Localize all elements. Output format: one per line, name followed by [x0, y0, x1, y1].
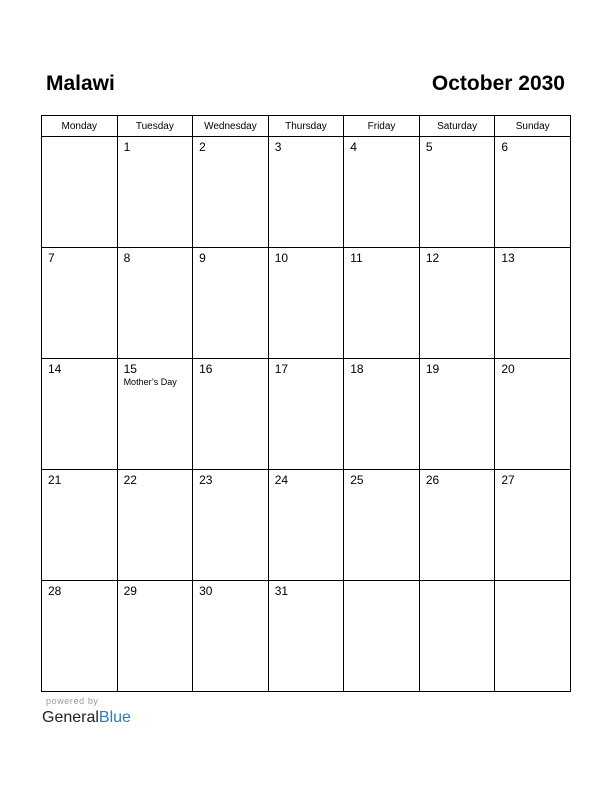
day-cell: [193, 248, 269, 359]
day-number: 21: [48, 473, 62, 487]
day-number: 17: [274, 362, 289, 376]
day-number: 12: [425, 251, 440, 265]
day-cell: [268, 470, 344, 581]
day-number: 9: [199, 251, 206, 265]
day-cell: [117, 470, 193, 581]
week-row: [42, 581, 571, 692]
weekday-header-row: [42, 116, 571, 137]
week-row: [42, 359, 571, 470]
day-cell: [117, 359, 193, 470]
day-cell: [495, 359, 571, 470]
day-number: 3: [274, 140, 282, 154]
day-cell: [42, 581, 118, 692]
day-cell: [495, 137, 571, 248]
empty-day-cell: [344, 581, 420, 692]
day-cell: [268, 248, 344, 359]
day-number: 19: [425, 362, 440, 376]
day-cell: [117, 581, 193, 692]
calendar-grid: [41, 115, 571, 692]
weekday-header: Saturday: [419, 116, 495, 137]
day-cell: [42, 248, 118, 359]
brand-logo: [42, 708, 131, 728]
day-number: 31: [274, 584, 289, 598]
day-cell: [495, 248, 571, 359]
day-number: 1: [123, 140, 131, 154]
day-number: 11: [350, 251, 363, 265]
day-cell: [344, 359, 420, 470]
day-number: 20: [501, 362, 515, 376]
day-cell: [419, 470, 495, 581]
empty-day-cell: [495, 581, 571, 692]
day-number: 24: [274, 473, 289, 487]
day-number: 18: [350, 362, 364, 376]
day-number: 15: [123, 362, 137, 376]
day-number: 29: [123, 584, 137, 598]
day-number: 5: [425, 140, 433, 154]
day-cell: [268, 581, 344, 692]
weekday-header: Monday: [42, 116, 118, 137]
day-number: 14: [48, 362, 62, 376]
day-cell: [42, 470, 118, 581]
day-number: 16: [199, 362, 213, 376]
day-number: 28: [48, 584, 62, 598]
day-number: 26: [425, 473, 440, 487]
day-number: 27: [501, 473, 515, 487]
day-number: [420, 581, 495, 584]
day-cell: [419, 359, 495, 470]
day-number: 25: [350, 473, 364, 487]
day-cell: [495, 470, 571, 581]
day-number: 4: [350, 140, 357, 154]
day-number: [42, 137, 117, 140]
country-title: Malawi: [46, 72, 115, 95]
powered-by-label: powered by: [46, 696, 99, 706]
weekday-header: Sunday: [495, 116, 571, 137]
day-number: 6: [501, 140, 509, 154]
day-number: 10: [274, 251, 289, 265]
week-row: [42, 248, 571, 359]
day-number: 13: [501, 251, 515, 265]
week-row: [42, 470, 571, 581]
day-cell: [42, 359, 118, 470]
month-year-title: October 2030: [431, 72, 565, 95]
empty-day-cell: [419, 581, 495, 692]
day-number: 23: [199, 473, 213, 487]
day-number: 7: [48, 251, 55, 265]
weekday-header: Friday: [344, 116, 420, 137]
brand-name-part1: General: [42, 709, 99, 726]
weekday-header: Thursday: [268, 116, 344, 137]
day-cell: [193, 359, 269, 470]
day-number: 30: [199, 584, 213, 598]
day-cell: [344, 470, 420, 581]
holiday-label: Mother’s Day: [123, 377, 177, 387]
day-cell: [268, 137, 344, 248]
calendar-body: [42, 137, 571, 692]
day-number: 22: [123, 473, 137, 487]
day-cell: [117, 137, 193, 248]
day-cell: [117, 248, 193, 359]
empty-day-cell: [42, 137, 118, 248]
day-number: [495, 581, 570, 584]
day-number: [344, 581, 419, 584]
weekday-header: Wednesday: [193, 116, 269, 137]
day-cell: [344, 248, 420, 359]
brand-name-part2: Blue: [98, 709, 131, 726]
day-number: 2: [199, 140, 206, 154]
day-cell: [268, 359, 344, 470]
footer: [42, 696, 131, 728]
weekday-header: Tuesday: [117, 116, 193, 137]
day-cell: [344, 137, 420, 248]
week-row: [42, 137, 571, 248]
day-cell: [419, 248, 495, 359]
day-cell: [419, 137, 495, 248]
day-cell: [193, 137, 269, 248]
day-number: 8: [123, 251, 131, 265]
day-cell: [193, 581, 269, 692]
day-cell: [193, 470, 269, 581]
